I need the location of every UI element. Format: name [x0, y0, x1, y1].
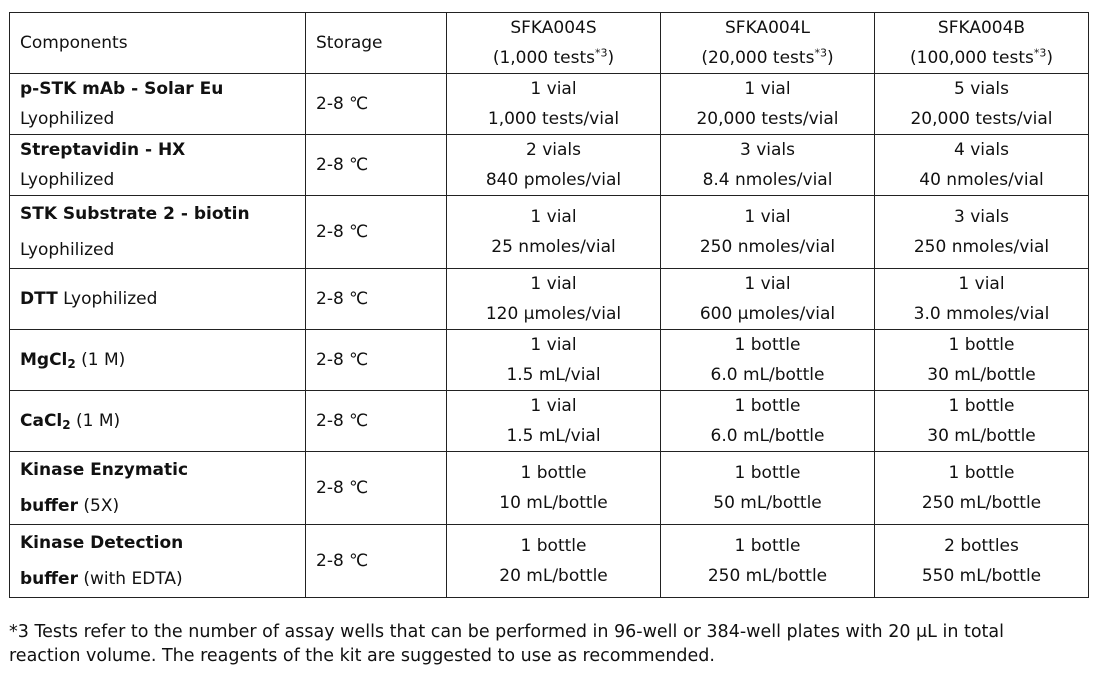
qty-cell: 1 bottle 10 mL/bottle	[447, 452, 661, 525]
kit-tests: (1,000 tests$^{*3}$)	[492, 46, 615, 68]
component-cell: CaCl$_2$ (1 M)	[10, 391, 306, 452]
qty-cell: 3 vials 250 nmoles/vial	[875, 196, 1089, 269]
component-cell: p-STK mAb - Solar Eu Lyophilized	[10, 74, 306, 135]
qty-cell: 1 vial 1.5 mL/vial	[447, 330, 661, 391]
header-kit-l	[661, 13, 875, 74]
header-components: Components	[10, 13, 306, 74]
table-row	[10, 269, 1089, 330]
table-row	[10, 196, 1089, 269]
qty-cell: 1 vial 600 μmoles/vial	[661, 269, 875, 330]
component-cell: Kinase Detection buffer (with EDTA)	[10, 525, 306, 598]
qty-cell: 1 vial 20,000 tests/vial	[661, 74, 875, 135]
table-row	[10, 135, 1089, 196]
qty-cell: 1 bottle 30 mL/bottle	[875, 330, 1089, 391]
header-storage: Storage	[306, 13, 447, 74]
storage-cell: 2-8 ℃	[306, 452, 447, 525]
qty-cell: 3 vials 8.4 nmoles/vial	[661, 135, 875, 196]
qty-cell: 1 bottle 6.0 mL/bottle	[661, 391, 875, 452]
kit-code: SFKA004L	[725, 18, 810, 38]
qty-cell: 5 vials 20,000 tests/vial	[875, 74, 1089, 135]
component-cell: Kinase Enzymatic buffer (5X)	[10, 452, 306, 525]
qty-cell: 2 bottles 550 mL/bottle	[875, 525, 1089, 598]
footnote-line-2: reaction volume. The reagents of the kit are suggested to use as recommended.	[9, 646, 715, 666]
qty-cell: 1 vial 25 nmoles/vial	[447, 196, 661, 269]
storage-cell: 2-8 ℃	[306, 525, 447, 598]
qty-cell: 1 bottle 20 mL/bottle	[447, 525, 661, 598]
kit-code: SFKA004B	[937, 18, 1026, 38]
qty-cell: 1 bottle 6.0 mL/bottle	[661, 330, 875, 391]
header-kit-b	[875, 13, 1089, 74]
qty-cell: 1 vial 250 nmoles/vial	[661, 196, 875, 269]
qty-cell: 1 vial 1.5 mL/vial	[447, 391, 661, 452]
qty-cell: 1 bottle 250 mL/bottle	[661, 525, 875, 598]
footnote-line-1: *3 Tests refer to the number of assay wells that can be performed in 96-well or 384-well plates with 20 μL in total	[9, 622, 1005, 642]
storage-cell: 2-8 ℃	[306, 269, 447, 330]
table-header-row	[10, 13, 1089, 74]
kit-tests: (100,000 tests$^{*3}$)	[910, 46, 1053, 68]
qty-cell: 1 bottle 30 mL/bottle	[875, 391, 1089, 452]
storage-cell: 2-8 ℃	[306, 196, 447, 269]
storage-cell: 2-8 ℃	[306, 330, 447, 391]
qty-cell: 1 vial 1,000 tests/vial	[447, 74, 661, 135]
components-table	[9, 12, 1089, 598]
component-cell: DTT Lyophilized	[10, 269, 306, 330]
kit-code: SFKA004S	[510, 18, 597, 38]
qty-cell: 1 bottle 250 mL/bottle	[875, 452, 1089, 525]
footnote	[9, 620, 1094, 668]
kit-tests: (20,000 tests$^{*3}$)	[701, 46, 834, 68]
qty-cell: 4 vials 40 nmoles/vial	[875, 135, 1089, 196]
storage-cell: 2-8 ℃	[306, 135, 447, 196]
table-row	[10, 74, 1089, 135]
storage-cell: 2-8 ℃	[306, 74, 447, 135]
qty-cell: 1 vial 120 μmoles/vial	[447, 269, 661, 330]
table-row	[10, 452, 1089, 525]
table-row	[10, 391, 1089, 452]
qty-cell: 1 vial 3.0 mmoles/vial	[875, 269, 1089, 330]
qty-cell: 1 bottle 50 mL/bottle	[661, 452, 875, 525]
table-row	[10, 525, 1089, 598]
component-cell: STK Substrate 2 - biotin Lyophilized	[10, 196, 306, 269]
component-cell: Streptavidin - HX Lyophilized	[10, 135, 306, 196]
header-kit-s	[447, 13, 661, 74]
storage-cell: 2-8 ℃	[306, 391, 447, 452]
component-cell: MgCl$_2$ (1 M)	[10, 330, 306, 391]
table-row	[10, 330, 1089, 391]
qty-cell: 2 vials 840 pmoles/vial	[447, 135, 661, 196]
